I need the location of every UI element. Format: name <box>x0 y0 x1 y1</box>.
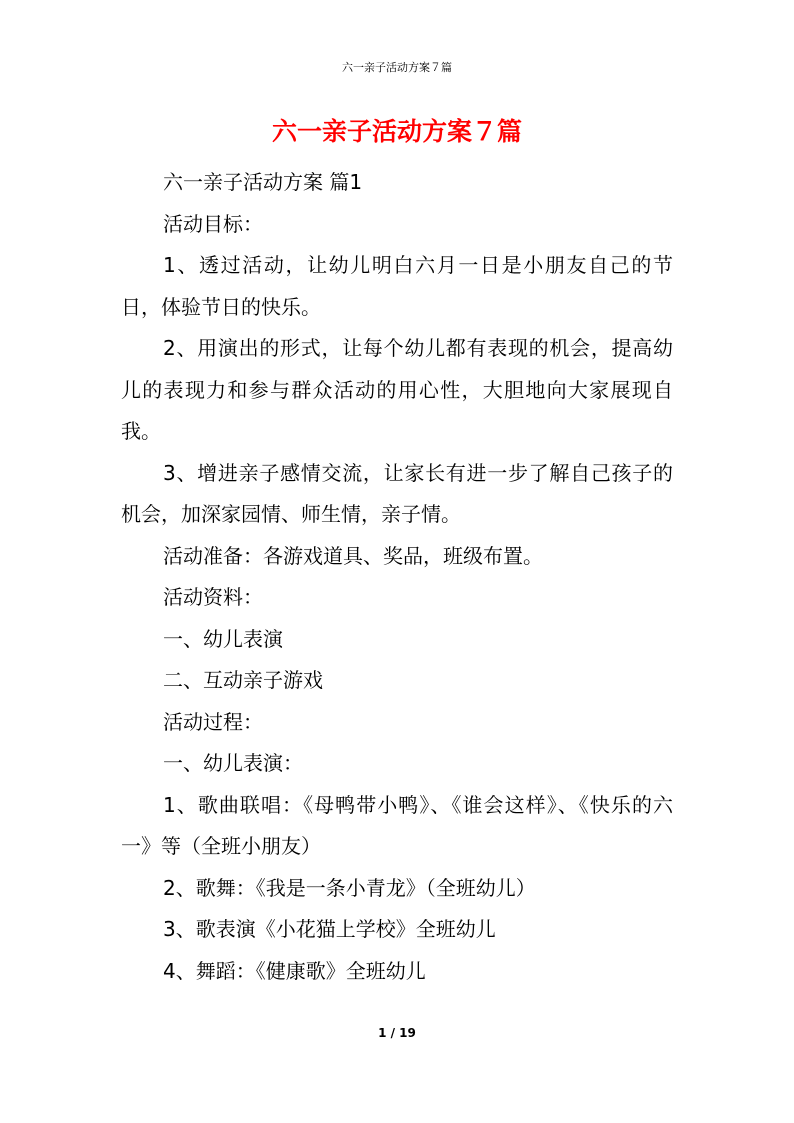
document-body <box>121 162 673 992</box>
paragraph: 3、歌表演《小花猫上学校》全班幼儿 <box>163 917 496 941</box>
paragraph: 活动准备：各游戏道具、奖品，班级布置。 <box>163 543 543 568</box>
paragraph: 一、幼儿表演 <box>163 626 283 651</box>
running-header: 六一亲子活动方案７篇 <box>342 61 452 74</box>
paragraph: 3、增进亲子感情交流，让家长有进一步了解自己孩子的机会，加深家园情、师生情，亲子情。 <box>121 460 673 526</box>
paragraph: 活动资料： <box>163 585 263 609</box>
section-heading: 六一亲子活动方案 篇1 <box>163 170 363 194</box>
paragraph: 活动过程： <box>163 709 263 734</box>
paragraph: 活动目标： <box>163 211 263 236</box>
document-title: 六一亲子活动方案７篇 <box>271 117 522 146</box>
paragraph: 1、歌曲联唱：《母鸭带小鸭》、《谁会这样》、《快乐的六一》等（全班小朋友） <box>121 792 673 858</box>
paragraph: 二、互动亲子游戏 <box>163 668 323 692</box>
paragraph: 4、舞蹈：《健康歌》全班幼儿 <box>163 958 426 983</box>
paragraph: 2、用演出的形式，让每个幼儿都有表现的机会，提高幼儿的表现力和参与群众活动的用心性，大胆地向大家展现自我。 <box>121 336 673 443</box>
page-number: 1 / 19 <box>378 1026 416 1040</box>
paragraph: 2、歌舞：《我是一条小青龙》（全班幼儿） <box>163 875 536 900</box>
paragraph: 一、幼儿表演： <box>163 751 303 775</box>
paragraph: 1、透过活动，让幼儿明白六月一日是小朋友自己的节日，体验节日的快乐。 <box>121 253 673 319</box>
